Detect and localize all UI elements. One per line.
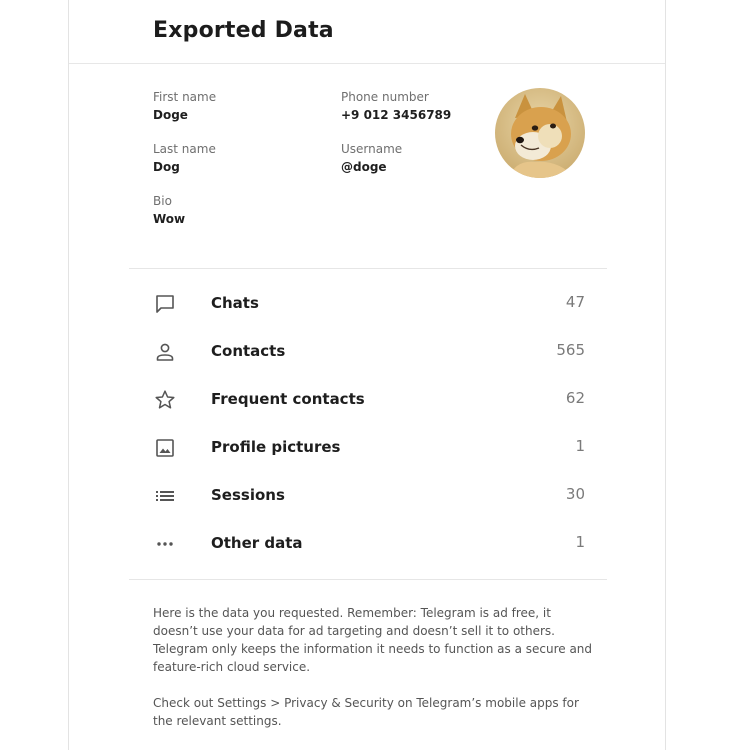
avatar: [495, 88, 585, 178]
more-dots-icon: [153, 532, 177, 556]
username-label: Username: [341, 142, 403, 156]
section-label: Frequent contacts: [211, 390, 365, 408]
section-count: 47: [565, 293, 585, 311]
last-name-label: Last name: [153, 142, 216, 156]
last-name-field: [153, 141, 216, 177]
page-title: Exported Data: [153, 18, 334, 43]
section-label: Profile pictures: [211, 438, 341, 456]
section-label: Contacts: [211, 342, 286, 360]
doge-avatar-icon: [495, 88, 585, 178]
section-label: Other data: [211, 534, 303, 552]
section-label: Chats: [211, 294, 259, 312]
person-icon: [153, 340, 177, 364]
chat-bubble-icon: [153, 292, 177, 316]
image-icon: [153, 436, 177, 460]
export-panel: [68, 0, 666, 750]
footer-settings-hint: Check out Settings > Privacy & Security on Telegram’s mobile apps for the relevant settings.: [153, 696, 579, 728]
section-count: 1: [575, 533, 585, 551]
section-row-profile-pictures[interactable]: [153, 433, 585, 463]
section-count: 565: [556, 341, 585, 359]
bio-field: [153, 193, 185, 229]
profile-divider: [129, 268, 607, 269]
bio-label: Bio: [153, 194, 172, 208]
sections-divider: [129, 579, 607, 580]
section-row-contacts[interactable]: [153, 337, 585, 367]
username-value: @doge: [341, 160, 387, 174]
page-header: [69, 0, 665, 64]
section-count: 1: [575, 437, 585, 455]
bio-value: Wow: [153, 212, 186, 226]
section-row-sessions[interactable]: [153, 481, 585, 511]
section-row-frequent-contacts[interactable]: [153, 385, 585, 415]
first-name-label: First name: [153, 90, 217, 104]
last-name-value: Dog: [153, 160, 180, 174]
username-field: [341, 141, 402, 177]
phone-label: Phone number: [341, 90, 429, 104]
phone-value: +9 012 3456789: [341, 108, 452, 122]
section-row-chats[interactable]: [153, 289, 585, 319]
first-name-value: Doge: [153, 108, 188, 122]
section-count: 62: [565, 389, 585, 407]
section-count: 30: [565, 485, 585, 503]
footer-notice: Here is the data you requested. Remember: Telegram is ad free, it doesn’t use your data for ad targeting and doesn’t sell it to others. Telegram only keeps the information it needs to function as a secure and feature-rich cloud service.: [153, 606, 593, 674]
section-label: Sessions: [211, 486, 285, 504]
phone-field: [341, 89, 451, 125]
section-row-other-data[interactable]: [153, 529, 585, 559]
first-name-field: [153, 89, 216, 125]
star-icon: [153, 388, 177, 412]
list-icon: [153, 484, 177, 508]
